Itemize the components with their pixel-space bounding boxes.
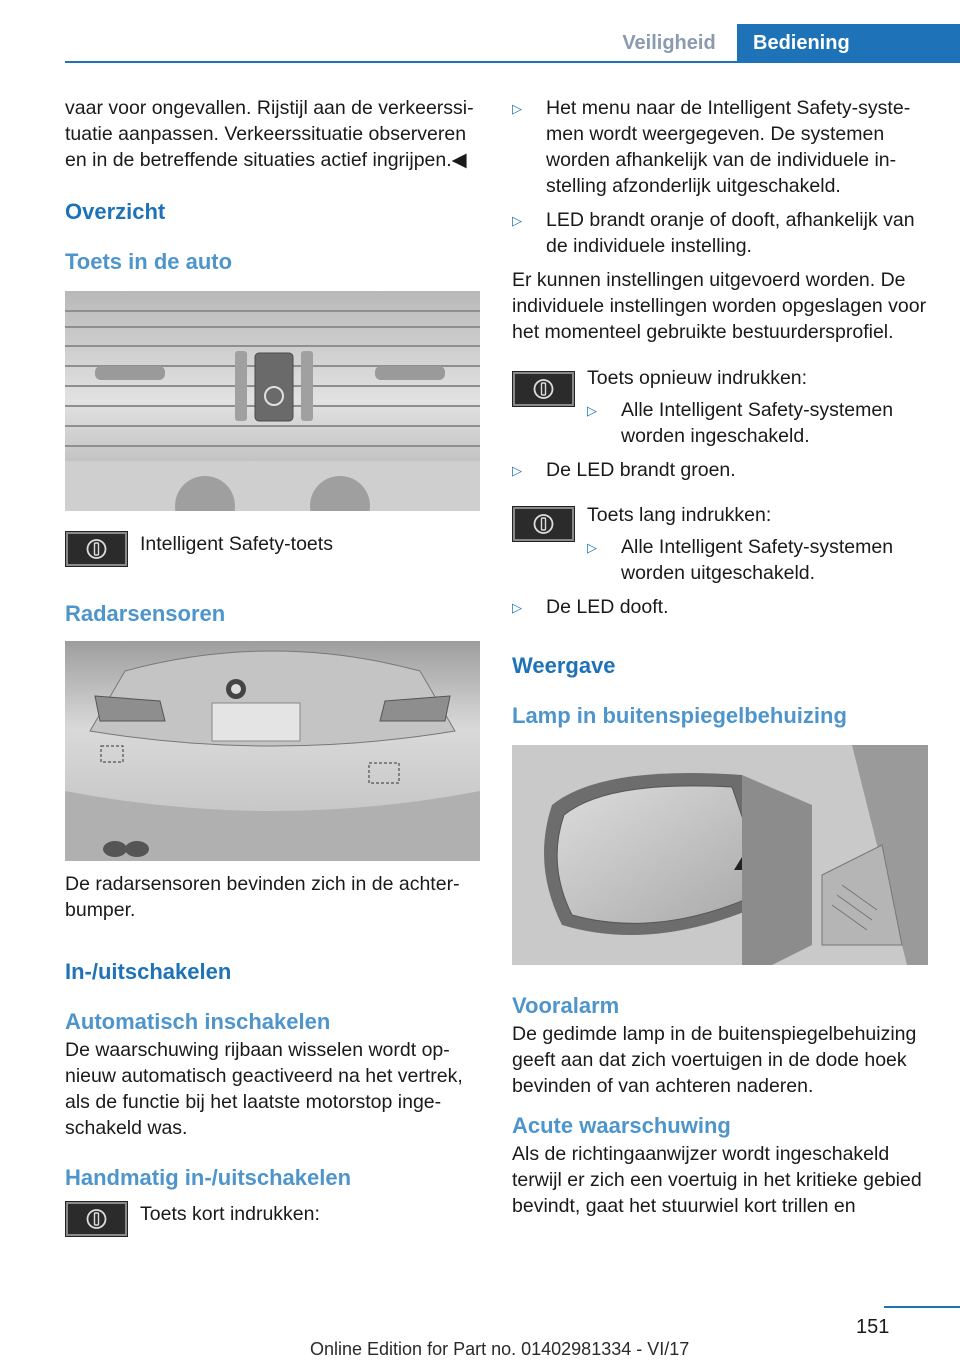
- header-rule: [65, 61, 960, 63]
- heading-overzicht: Overzicht: [65, 199, 166, 224]
- triangle-bullet-icon: ▷: [512, 600, 522, 615]
- triangle-bullet-icon: ▷: [587, 403, 597, 418]
- list-item: [587, 397, 928, 449]
- triangle-bullet-icon: ▷: [512, 213, 522, 228]
- short-press-caption: Toets kort indrukken:: [140, 1203, 320, 1225]
- long-press-caption: Toets lang indrukken:: [587, 504, 772, 526]
- heading-in-uitschakelen: In-/uitschakelen: [65, 959, 232, 984]
- acute-text: Als de richtingaanwijzer wordt ingeschakeld terwijl er zich een voertuig in het kritieke gebied bevindt, gaat het stuurwiel kort trillen en: [512, 1143, 922, 1217]
- press-again-caption: Toets opnieuw indrukken:: [587, 367, 808, 389]
- bullet-text: LED brandt oranje of dooft, afhankelijk van de individuele instelling.: [546, 209, 915, 257]
- right-column: [512, 95, 928, 1231]
- bullet-text: De LED brandt groen.: [546, 459, 736, 481]
- left-column: [65, 95, 480, 1237]
- page-number: 151: [856, 1316, 890, 1338]
- footer-rule: [884, 1306, 960, 1308]
- list-item: [512, 457, 928, 484]
- short-press-row: [65, 1201, 480, 1237]
- bullet-text: Alle Intelligent Safety-systemen worden ingeschakeld.: [621, 399, 894, 447]
- heading-lamp-buitenspiegel: Lamp in buitenspiegelbehuizing: [512, 703, 847, 728]
- radar-location-text: De radarsensoren bevinden zich in de achterbumper.: [65, 873, 460, 921]
- heading-acute-waarschuwing: Acute waarschuwing: [512, 1113, 731, 1138]
- heading-toets: Toets in de auto: [65, 249, 233, 274]
- long-press-row: [512, 502, 928, 594]
- safety-button-caption-row: [65, 531, 480, 567]
- bullet-text: Het menu naar de Intelligent Safety-systemen wordt weergegeven. De systemen worden afhankelijk van de individuele instelling afzonderlijk uitgeschakeld.: [546, 97, 911, 197]
- safety-button-caption: Intelligent Safety-toets: [140, 533, 333, 555]
- list-item: [512, 594, 928, 621]
- list-item: [587, 534, 928, 586]
- intelligent-safety-button-icon: [512, 506, 575, 542]
- bullet-text: De LED dooft.: [546, 596, 669, 618]
- vooralarm-text: De gedimde lamp in de buitenspiegelbehuizing geeft aan dat zich voertuigen in de dode hoek bevinden of van achteren naderen.: [512, 1023, 917, 1097]
- tab-veiligheid[interactable]: Veiligheid: [622, 31, 716, 54]
- side-mirror-photo: [512, 745, 928, 965]
- bullet-text: Alle Intelligent Safety-systemen worden uitgeschakeld.: [621, 536, 894, 584]
- heading-vooralarm: Vooralarm: [512, 993, 620, 1018]
- heading-weergave: Weergave: [512, 653, 616, 678]
- triangle-bullet-icon: ▷: [587, 540, 597, 555]
- intelligent-safety-button-icon: [65, 1201, 128, 1237]
- edition-footer: Online Edition for Part no. 01402981334 - VI/17: [310, 1339, 690, 1359]
- intro-text: vaar voor ongevallen. Rijstijl aan de verkeerssituatie aanpassen. Verkeerssituatie observeren en in de betreffende situaties actief ingrijpen.◀: [65, 97, 474, 171]
- heading-handmatig: Handmatig in-/uitschakelen: [65, 1165, 352, 1190]
- list-item: [512, 95, 928, 199]
- settings-text: Er kunnen instellingen uitgevoerd worden. De individuele instellingen worden opgeslagen voor het momenteel gebruikte bestuurdersprofiel.: [512, 269, 927, 343]
- tab-bediening[interactable]: Bediening: [737, 24, 960, 62]
- car-rear-radar-photo: [65, 641, 480, 861]
- heading-radarsensoren: Radarsensoren: [65, 601, 226, 626]
- intelligent-safety-button-icon: [65, 531, 128, 567]
- list-item: [512, 207, 928, 259]
- auto-enable-text: De waarschuwing rijbaan wisselen wordt opnieuw automatisch geactiveerd na het vertrek, als de functie bij het laatste motorstop ingeschakeld was.: [65, 1039, 463, 1139]
- intelligent-safety-button-icon: [512, 371, 575, 407]
- dashboard-button-photo: [65, 291, 480, 511]
- triangle-bullet-icon: ▷: [512, 463, 522, 478]
- triangle-bullet-icon: ▷: [512, 101, 522, 116]
- heading-automatisch-inschakelen: Automatisch inschakelen: [65, 1009, 331, 1034]
- press-again-row: [512, 365, 928, 457]
